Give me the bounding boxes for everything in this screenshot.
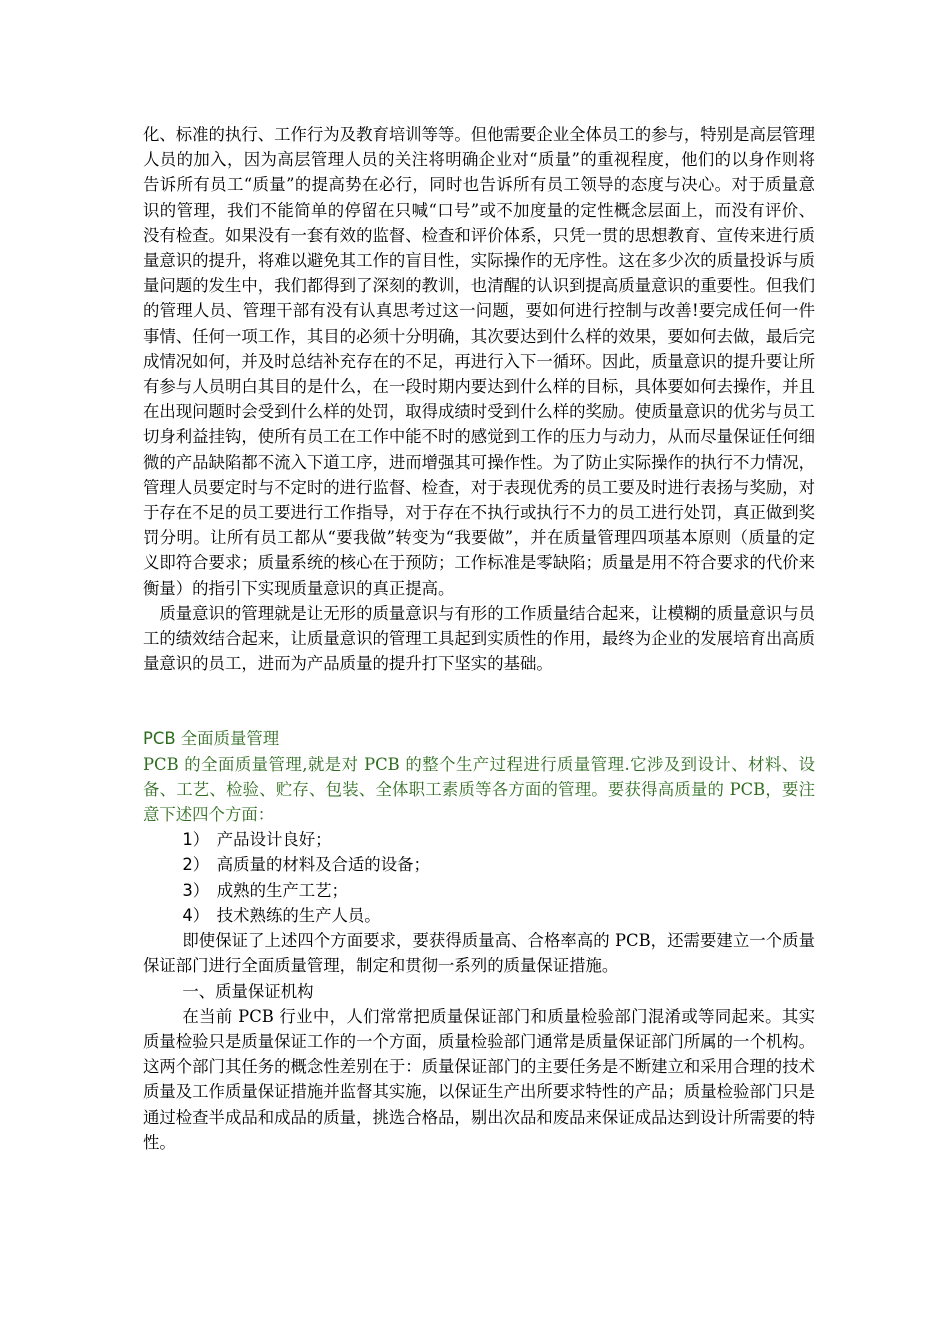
list-item-number: 4）: [182, 905, 210, 925]
requirements-list: [143, 827, 815, 928]
body-paragraph-2: 质量意识的管理就是让无形的质量意识与有形的工作质量结合起来，让模糊的质量意识与员工的绩效结合起来，让质量意识的管理工具起到实质性的作用，最终为企业的发展培育出高质量意识的员工，进而为产品质量的提升打下坚实的基础。: [143, 603, 816, 674]
list-item-text: 产品设计良好；: [216, 830, 332, 850]
body-paragraph-4: 在当前 PCB 行业中，人们常常把质量保证部门和质量检验部门混淆或等同起来。其实质量检验只是质量保证工作的一个方面，质量检验部门通常是质量保证部门所属的一个机构。这两个部门其任务的概念性差别在于：质量保证部门的主要任务是不断建立和采用合理的技术质量及工作质量保证措施并监督其实施，以保证生产出所要求特性的产品；质量检验部门只是通过检查半成品和成品的质量，挑选合格品，剔出次品和废品来保证成品达到设计所需要的特性。: [143, 1006, 816, 1152]
list-item-number: 1）: [182, 830, 210, 850]
section-gap: [143, 676, 815, 726]
list-item: [143, 852, 815, 877]
list-item-text: 高质量的材料及合适的设备；: [216, 855, 430, 875]
section-title: PCB 全面质量管理: [143, 729, 280, 749]
list-item-text: 技术熟练的生产人员。: [216, 905, 381, 925]
list-item-number: 2）: [182, 855, 210, 875]
body-paragraph-1: 化、标准的执行、工作行为及教育培训等等。但他需要企业全体员工的参与，特别是高层管理人员的加入，因为高层管理人员的关注将明确企业对“质量”的重视程度，他们的以身作则将告诉所有员工“质量”的提高势在必行，同时也告诉所有员工领导的态度与决心。对于质量意识的管理，我们不能简单的停留在只喊“口号”或不加度量的定性概念层面上，而没有评价、没有检查。如果没有一套有效的监督、检查和评价体系，只凭一贯的思想教育、宣传来进行质量意识的提升，将难以避免其工作的盲目性，实际操作的无序性。这在多少次的质量投诉与质量问题的发生中，我们都得到了深刻的教训，也清醒的认识到提高质量意识的重要性。但我们的管理人员、管理干部有没有认真思考过这一问题，要如何进行控制与改善!要完成任何一件事情、任何一项工作，其目的必须十分明确，其次要达到什么样的效果，要如何去做，最后完成情况如何，并及时总结补充存在的不足，再进行入下一循环。因此，质量意识的提升要让所有参与人员明白其目的是什么，在一段时期内要达到什么样的目标，具体要如何去操作，并且在出现问题时会受到什么样的处罚，取得成绩时受到什么样的奖励。使质量意识的优劣与员工切身利益挂钩，使所有员工在工作中能不时的感觉到工作的压力与动力，从而尽量保证任何细微的产品缺陷都不流入下道工序，进而增强其可操作性。为了防止实际操作的执行不力情况，管理人员要定时与不定时的进行监督、检查，对于表现优秀的员工要及时进行表扬与奖励，对于存在不足的员工要进行工作指导，对于存在不执行或执行不力的员工进行处罚，真正做到奖罚分明。让所有员工都从“要我做”转变为“我要做”，并在质量管理四项基本原则（质量的定义即符合要求；质量系统的核心在于预防；工作标准是零缺陷；质量是用不符合要求的代价来衡量）的指引下实现质量意识的真正提高。: [143, 125, 816, 598]
body-paragraph-3: 即使保证了上述四个方面要求，要获得质量高、合格率高的 PCB，还需要建立一个质量保证部门进行全面质量管理，制定和贯彻一系列的质量保证措施。: [143, 931, 815, 976]
subheading: 一、质量保证机构: [182, 981, 314, 1001]
list-item: [143, 878, 815, 903]
list-item: [143, 827, 815, 852]
list-item-number: 3）: [182, 880, 210, 900]
section-intro: PCB 的全面质量管理,就是对 PCB 的整个生产过程进行质量管理.它涉及到设计、材料、设备、工艺、检验、贮存、包装、全体职工素质等各方面的管理。要获得高质量的 PCB，要注意下述四个方面：: [143, 754, 815, 825]
list-item: [143, 903, 815, 928]
document-page: [143, 122, 815, 1155]
list-item-text: 成熟的生产工艺；: [216, 880, 348, 900]
